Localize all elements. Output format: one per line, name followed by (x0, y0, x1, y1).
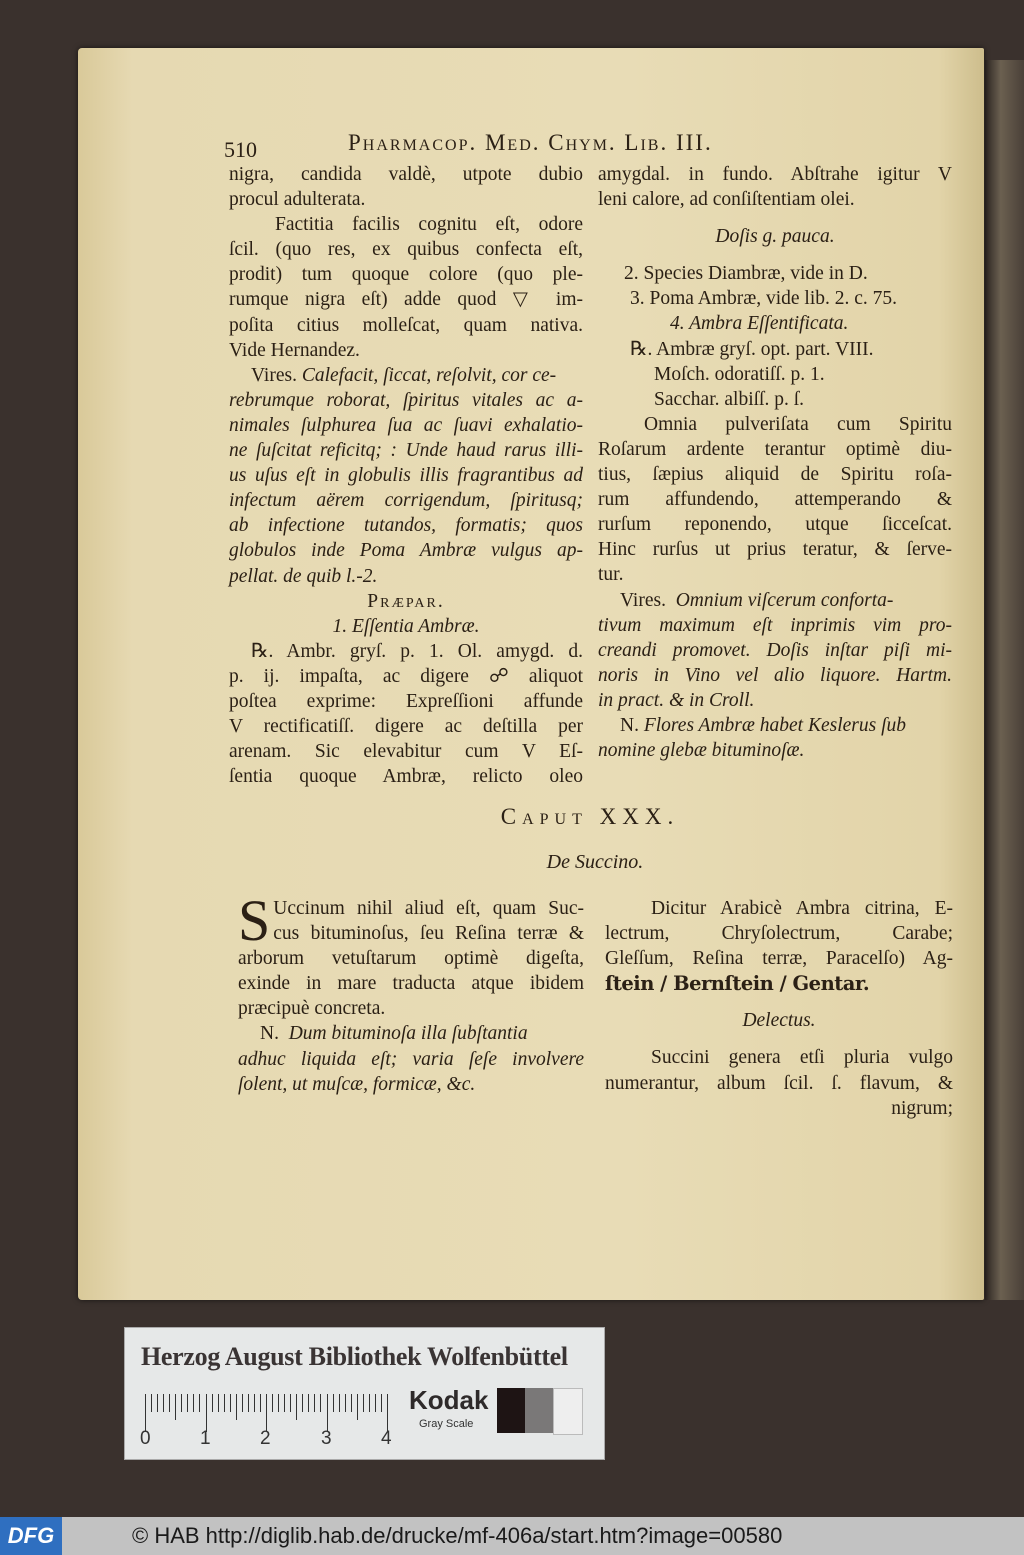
ruler-tick (333, 1394, 334, 1412)
ruler-tick (145, 1394, 146, 1432)
text-line: arenam. Sic elevabitur cum V Eſ- (229, 741, 583, 763)
ruler-tick (369, 1394, 370, 1412)
text-line: Hinc rurſus ut prius teratur, & ſerve- (598, 539, 952, 561)
dose-heading: Doſis g. pauca. (715, 226, 835, 248)
ruler-number: 3 (321, 1428, 332, 1449)
text-line: lectrum, Chryſolectrum, Carabe; (605, 923, 953, 945)
text-line: p. ij. impaſta, ac digere ☍ aliquot (229, 665, 583, 687)
scale-target-card (124, 1327, 605, 1460)
text-line: Dicitur Arabicè Ambra citrina, E- (651, 898, 953, 919)
copyright-url: © HAB http://diglib.hab.de/drucke/mf-406a/start.htm?image=00580 (132, 1523, 783, 1548)
section-heading: Præpar. (367, 590, 445, 612)
text-line: rurſum reponendo, utque ſicceſcat. (598, 514, 952, 536)
kodak-logo: Kodak (409, 1385, 489, 1415)
text-line: Succini genera etſi pluria vulgo (651, 1047, 953, 1069)
ruler-tick (357, 1394, 358, 1420)
ruler-tick (296, 1394, 297, 1420)
chapter-subtitle: De Succino. (546, 851, 644, 873)
text-line: adhuc liquida eſt; varia ſeſe involvere (238, 1048, 584, 1070)
text-line: nimales ſulphurea ſua ac ſuavi exhalatio- (229, 414, 583, 436)
ruler-tick (278, 1394, 279, 1412)
text-line: leni calore, ad conſiſtentiam olei. (598, 189, 855, 211)
text-line: Moſch. odoratiſſ. p. 1. (654, 363, 825, 385)
ruler-tick (351, 1394, 352, 1412)
text-line: 3. Poma Ambræ, vide lib. 2. c. 75. (630, 288, 898, 310)
text-line: nigra, candida valdè, utpote dubio (229, 164, 583, 185)
text-line: ſolent, ut muſcæ, formicæ, &c. (238, 1073, 476, 1095)
ruler-tick (169, 1394, 170, 1412)
ruler-tick (218, 1394, 219, 1412)
text-line: tius, ſæpius aliquid de Spiritu roſa- (598, 464, 952, 486)
ruler-tick (236, 1394, 237, 1420)
right-column-bottom (605, 896, 953, 1121)
ruler-number: 0 (140, 1428, 151, 1449)
text-line (598, 588, 952, 613)
ruler-tick (157, 1394, 158, 1412)
ruler-tick (242, 1394, 243, 1412)
ruler-tick (302, 1394, 303, 1412)
text-line: ne ſuſcitat reficitq; : Unde haud rarus illi- (229, 440, 583, 462)
text-line: ab infectione tutandos, formatis; quos (229, 515, 583, 537)
ruler-tick (260, 1394, 261, 1412)
chapter-title: Caput XXX. (500, 804, 680, 829)
ruler-tick (314, 1394, 315, 1412)
text-line: nigrum; (891, 1097, 953, 1119)
text-line: globulos inde Poma Ambræ vulgus ap- (229, 540, 583, 562)
recipe-heading: 4. Ambra Eſſentificata. (670, 313, 849, 335)
ruler-tick (327, 1394, 328, 1432)
text-line: ſcil. (quo res, ex quibus confecta eſt, (229, 239, 583, 261)
text-line: cus bituminoſus, ſeu Reſina terræ & (273, 923, 584, 945)
italic-text: Dum bituminoſa illa ſubſtantia (288, 1023, 528, 1045)
text-line: Sacchar. albiſſ. p. ſ. (654, 388, 805, 410)
text-line: rum affundendo, attemperando & (598, 489, 952, 511)
drop-cap: S (238, 888, 271, 953)
ruler-tick (387, 1394, 388, 1432)
left-column-top (229, 162, 583, 789)
ruler-tick (339, 1394, 340, 1412)
text-line: creandi promovet. Doſis inſtar piſi mi- (598, 639, 952, 661)
text-line: Gleſſum, Reſina terræ, Paracelſo) Ag- (605, 948, 953, 970)
text-line: us uſus eſt in globulis illis fragrantibus ad (229, 465, 583, 487)
ruler-tick (175, 1394, 176, 1420)
vires-label: Vires. (251, 364, 297, 386)
blackletter-line: ſtein / Bernſtein / Gentar. (605, 972, 870, 996)
text-line: arborum vetuſtarum optimè digeſta, (238, 948, 584, 970)
ruler-tick (206, 1394, 207, 1432)
ruler-tick (375, 1394, 376, 1412)
institution-name: Herzog August Bibliothek Wolfenbüttel (141, 1342, 568, 1371)
gray-swatch-black (497, 1388, 525, 1433)
text-line (238, 1021, 584, 1046)
ruler-number: 1 (200, 1428, 211, 1449)
text-line: Factitia facilis cognitu eſt, odore (275, 214, 583, 236)
gray-scale-label: Gray Scale (419, 1418, 474, 1430)
text-line: ℞. Ambræ gryſ. opt. part. VIII. (630, 338, 874, 360)
ruler-tick (254, 1394, 255, 1412)
vires-label: Vires. (620, 589, 666, 611)
ruler-tick (290, 1394, 291, 1412)
text-line: 2. Species Diambræ, vide in D. (624, 263, 868, 285)
text-line: poſtea exprime: Expreſſioni affunde (229, 690, 583, 712)
recipe-heading: 1. Eſſentia Ambræ. (332, 615, 480, 637)
text-line: tivum maximum eſt inprimis vim pro- (598, 614, 952, 636)
ruler-tick (284, 1394, 285, 1412)
ruler-tick (363, 1394, 364, 1412)
ruler-tick (320, 1394, 321, 1412)
text-line: Uccinum nihil aliud eſt, quam Suc- (273, 898, 584, 919)
delectus-heading: Delectus. (742, 1010, 816, 1032)
ruler-tick (224, 1394, 225, 1412)
right-column-top (598, 162, 952, 763)
italic-text: Calefacit, ſiccat, reſolvit, cor ce- (301, 364, 557, 386)
ruler-tick (163, 1394, 164, 1412)
ruler-tick (199, 1394, 200, 1412)
text-line: poſita citius molleſcat, quam nativa. (229, 314, 583, 336)
text-line: V rectificatiſſ. digere ac deſtilla per (229, 716, 583, 738)
text-line: in pract. & in Croll. (598, 689, 755, 711)
ruler-tick (230, 1394, 231, 1412)
ruler-tick (187, 1394, 188, 1412)
text-line: præcipuè concreta. (238, 998, 386, 1020)
text-line: Vide Hernandez. (229, 339, 360, 361)
italic-text: Omnium viſcerum conforta- (675, 589, 894, 611)
text-line: nomine glebæ bituminoſæ. (598, 740, 805, 762)
running-title: Pharmacop. Med. Chym. Lib. III. (348, 130, 713, 155)
footer-bar (0, 1517, 1024, 1555)
adjacent-page-edge (985, 60, 1024, 1300)
text-line: ſentia quoque Ambræ, relicto oleo (229, 766, 583, 788)
left-column-bottom (238, 888, 584, 1097)
ruler-number: 2 (260, 1428, 271, 1449)
text-line: numerantur, album ſcil. ſ. flavum, & (605, 1072, 953, 1094)
text-line (598, 713, 952, 738)
ruler-tick (151, 1394, 152, 1412)
note-label: N. (260, 1023, 279, 1045)
ruler-tick (193, 1394, 194, 1412)
ruler-tick (345, 1394, 346, 1412)
ruler-tick (248, 1394, 249, 1412)
text-line: procul adulterata. (229, 189, 366, 211)
ruler-tick (181, 1394, 182, 1412)
text-line: exinde in mare traducta atque ibidem (238, 973, 584, 995)
text-line: rebrumque roborat, ſpiritus vitales ac a- (229, 389, 583, 411)
dfg-logo: DFG (0, 1517, 62, 1555)
gray-swatch-white (553, 1388, 583, 1435)
italic-text: Flores Ambræ habet Keslerus ſub (643, 714, 907, 736)
text-line (229, 363, 583, 388)
note-label: N. (620, 714, 639, 736)
text-line: infectum aërem corrigendum, ſpiritusq; (229, 490, 583, 512)
text-line: ℞. Ambr. gryſ. p. 1. Ol. amygd. d. (251, 640, 583, 662)
ruler-number: 4 (381, 1428, 392, 1449)
text-line: prodit) tum quoque colore (quo ple- (229, 264, 583, 286)
ruler-tick (272, 1394, 273, 1412)
text-line: rumque nigra eſt) adde quod ▽ im- (229, 289, 583, 311)
ruler-tick (212, 1394, 213, 1412)
gray-swatch-mid (525, 1388, 553, 1433)
text-line: pellat. de quib l.-2. (229, 565, 378, 587)
ruler-tick (266, 1394, 267, 1432)
page-number: 510 (224, 137, 257, 162)
ruler-tick (381, 1394, 382, 1412)
text-line: noris in Vino vel alio liquore. Hartm. (598, 664, 952, 686)
text-line: tur. (598, 564, 624, 586)
ruler-tick (308, 1394, 309, 1412)
ruler (145, 1394, 388, 1429)
text-line: Omnia pulveriſata cum Spiritu (644, 413, 952, 435)
text-line: Roſarum ardente terantur optimè diu- (598, 438, 952, 460)
text-line: amygdal. in fundo. Abſtrahe igitur V (598, 164, 952, 185)
